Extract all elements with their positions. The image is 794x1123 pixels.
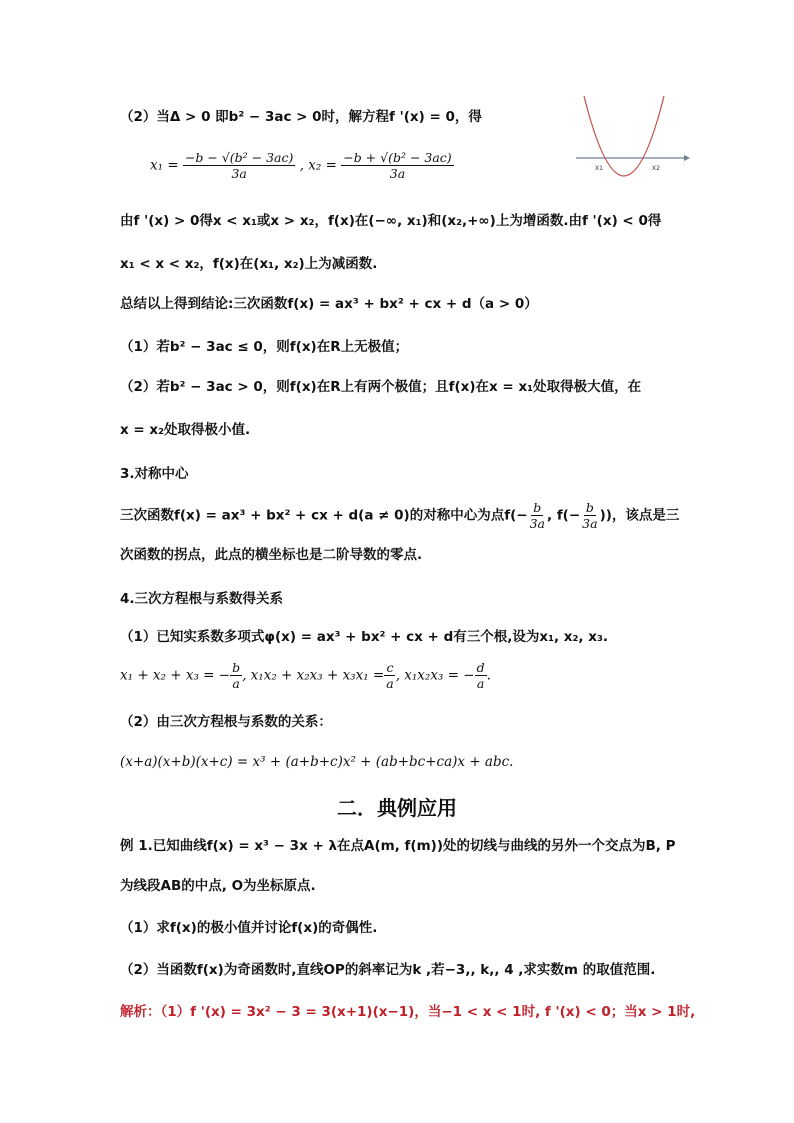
x2-lhs: , x₂ = bbox=[299, 157, 337, 174]
vieta-frac2-den: a bbox=[386, 676, 394, 691]
section4-item2: （2）由三次方程根与系数的关系： bbox=[120, 714, 332, 730]
vieta-frac2 bbox=[384, 660, 395, 691]
vieta-part3: , x₁x₂x₃ = − bbox=[395, 667, 475, 684]
example1-line2: 为线段AB的中点, O为坐标原点. bbox=[120, 878, 316, 894]
example1-line1: 例 1.已知曲线f(x) = x³ − 3x + λ在点A(m, f(m))处的切线与曲线的另外一个交点为B, P bbox=[120, 838, 676, 854]
solution-label: 解析：（1） bbox=[120, 1004, 191, 1020]
x1-denominator: 3a bbox=[231, 166, 247, 181]
sec3-frac2-den: 3a bbox=[582, 516, 598, 531]
example1-question2: （2）当函数f(x)为奇函数时,直线OP的斜率记为k ,若−3,, k,, 4 ,求实数m 的取值范围. bbox=[120, 962, 656, 978]
conclusion-item-2a: （2）若b² − 3ac > 0，则f(x)在R上有两个极值；且f(x)在x = x₁处取得极大值，在 bbox=[120, 379, 642, 395]
part2-title: 二．典例应用 bbox=[337, 796, 457, 820]
case2-prefix: （2） bbox=[120, 109, 157, 125]
vieta-frac3-den: a bbox=[476, 676, 485, 691]
vieta-formulas bbox=[120, 660, 491, 691]
x-axis-arrow bbox=[684, 155, 690, 161]
sec3-text-end: ))，该点是三 bbox=[599, 507, 680, 524]
x2-denominator: 3a bbox=[389, 166, 406, 181]
sec3-fraction-2 bbox=[580, 500, 599, 531]
conclusion-item-2b: x = x₂处取得极小值. bbox=[120, 422, 251, 438]
section3-title: 3.对称中心 bbox=[120, 466, 189, 482]
sec3-text-a: 三次函数f(x) = ax³ + bx² + cx + d(a ≠ 0)的对称中心为点f(− bbox=[120, 507, 528, 524]
section4-item1: （1）已知实系数多项式φ(x) = ax³ + bx² + cx + d有三个根,设为x₁, x₂, x₃. bbox=[120, 629, 609, 645]
sec3-frac1-num: b bbox=[533, 500, 542, 515]
vieta-frac1-den: a bbox=[232, 676, 240, 691]
vieta-frac1 bbox=[230, 660, 242, 691]
section3-line2: 次函数的拐点，此点的横坐标也是二阶导数的零点. bbox=[120, 547, 423, 563]
vieta-frac3 bbox=[475, 660, 487, 691]
label-x1: X1 bbox=[595, 165, 603, 172]
x1-numerator: −b − √(b² − 3ac) bbox=[184, 150, 294, 165]
solution-text: f '(x) = 3x² − 3 = 3(x+1)(x−1)，当−1 < x < 1时, f '(x) < 0；当x > 1时, bbox=[190, 1004, 696, 1020]
vieta-frac1-num: b bbox=[232, 660, 241, 675]
label-x2: X2 bbox=[652, 165, 660, 172]
case2-line bbox=[120, 107, 482, 127]
vieta-frac3-num: d bbox=[476, 660, 485, 675]
sec3-text-mid: , f(− bbox=[546, 507, 581, 524]
roots-formula bbox=[150, 150, 454, 181]
expansion-formula bbox=[120, 752, 513, 772]
x1-lhs: x₁ = bbox=[150, 157, 179, 174]
x2-fraction bbox=[341, 150, 453, 181]
x1-fraction bbox=[183, 150, 295, 181]
expansion-text: (x+a)(x+b)(x+c) = x³ + (a+b+c)x² + (ab+bc+ca)x + abc. bbox=[120, 754, 514, 770]
line-decrease: x₁ < x < x₂，f(x)在(x₁, x₂)上为减函数. bbox=[120, 256, 378, 272]
vieta-part2: , x₁x₂ + x₂x₃ + x₃x₁ = bbox=[242, 667, 385, 684]
example1-question1: （1）求f(x)的极小值并讨论f(x)的奇偶性. bbox=[120, 920, 378, 936]
vieta-part1: x₁ + x₂ + x₃ = − bbox=[120, 667, 231, 684]
sec3-fraction-1 bbox=[528, 500, 547, 531]
sec3-frac1-den: 3a bbox=[529, 516, 545, 531]
section4-title: 4.三次方程根与系数得关系 bbox=[120, 591, 284, 607]
conclusion-item-1: （1）若b² − 3ac ≤ 0，则f(x)在R上无极值； bbox=[120, 339, 409, 355]
line-increase: 由f '(x) > 0得x < x₁或x > x₂，f(x)在(−∞, x₁)和(x₂,+∞)上为增函数.由f '(x) < 0得 bbox=[120, 213, 662, 229]
conclusion-heading: 总结以上得到结论:三次函数f(x) = ax³ + bx² + cx + d（a > 0） bbox=[120, 296, 538, 312]
vieta-frac2-num: c bbox=[386, 660, 394, 675]
x2-numerator: −b + √(b² − 3ac) bbox=[343, 150, 452, 165]
vieta-part4: . bbox=[486, 667, 491, 684]
parabola-graph bbox=[572, 92, 692, 192]
parabola-curve bbox=[584, 96, 664, 176]
section3-line1 bbox=[120, 500, 679, 531]
case2-text: 当Δ > 0 即b² − 3ac > 0时，解方程f '(x) = 0，得 bbox=[156, 109, 482, 125]
solution-line bbox=[120, 1002, 695, 1022]
sec3-frac2-num: b bbox=[585, 500, 594, 515]
